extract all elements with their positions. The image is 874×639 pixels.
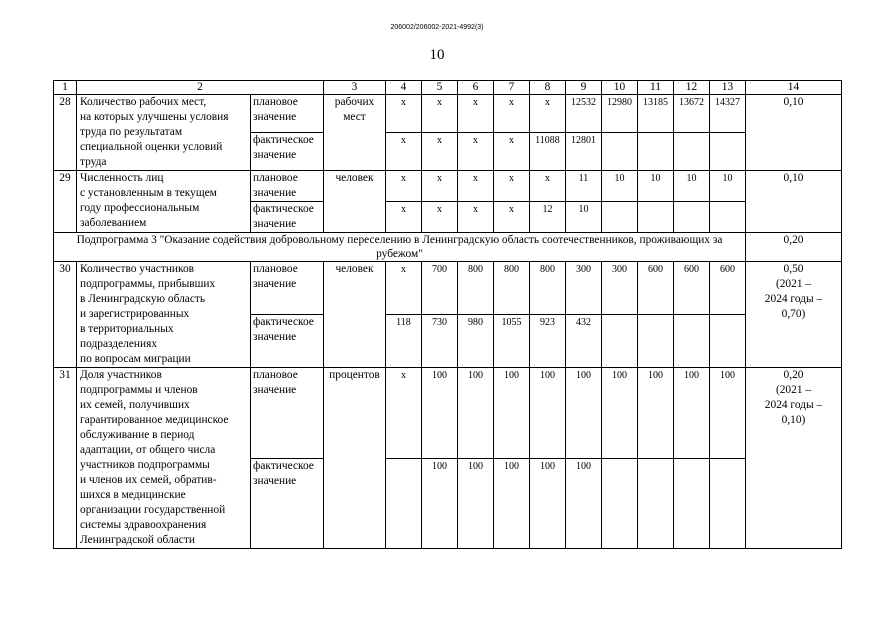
- weight-value: 0,50 (2021 – 2024 годы – 0,70): [746, 262, 842, 368]
- planned-value: x: [386, 262, 422, 315]
- actual-value: [710, 458, 746, 549]
- planned-value: 100: [422, 368, 458, 459]
- planned-value: 12532: [566, 95, 602, 133]
- col-header-6: 6: [458, 81, 494, 95]
- actual-value: 923: [530, 315, 566, 368]
- actual-value: 100: [494, 458, 530, 549]
- row-number: 28: [54, 95, 77, 171]
- planned-value: 11: [566, 171, 602, 202]
- actual-value: x: [494, 133, 530, 171]
- planned-value: x: [386, 171, 422, 202]
- planned-value: 600: [674, 262, 710, 315]
- row-number: 30: [54, 262, 77, 368]
- planned-label: плановое значение: [251, 171, 324, 202]
- planned-value: 13672: [674, 95, 710, 133]
- actual-label: фактическое значение: [251, 458, 324, 549]
- indicator-name: Численность лиц с установленным в текущем году профессиональным заболеванием: [77, 171, 251, 233]
- subprogram-title: Подпрограмма 3 "Оказание содействия добровольному переселению в Ленинградскую область соотечественников, проживающих за рубежом": [54, 233, 746, 262]
- actual-value: [386, 458, 422, 549]
- actual-value: 12801: [566, 133, 602, 171]
- unit-of-measure: рабочих мест: [324, 95, 386, 171]
- planned-value: 300: [602, 262, 638, 315]
- indicator-row-planned: [54, 171, 842, 202]
- col-header-2: 2: [77, 81, 324, 95]
- actual-value: 100: [422, 458, 458, 549]
- indicator-name: Доля участников подпрограммы и членов их семей, получивших гарантированное медицинское обслуживание в период адаптации, от общего числа участников подпрограммы и членов их семей, обратив- шихся в медицинские организации государственной системы здравоохранения Ленинградской области: [77, 368, 251, 549]
- planned-value: x: [494, 171, 530, 202]
- planned-value: x: [422, 171, 458, 202]
- subprogram-row: [54, 233, 842, 262]
- planned-value: 800: [458, 262, 494, 315]
- unit-of-measure: человек: [324, 262, 386, 368]
- actual-value: [638, 458, 674, 549]
- planned-value: 800: [494, 262, 530, 315]
- actual-value: [602, 315, 638, 368]
- actual-value: 730: [422, 315, 458, 368]
- actual-value: [674, 458, 710, 549]
- actual-value: 100: [458, 458, 494, 549]
- planned-value: 13185: [638, 95, 674, 133]
- actual-value: 1055: [494, 315, 530, 368]
- planned-value: 100: [674, 368, 710, 459]
- actual-value: [602, 133, 638, 171]
- indicator-row-planned: [54, 95, 842, 133]
- col-header-5: 5: [422, 81, 458, 95]
- indicator-row-planned: [54, 262, 842, 315]
- planned-value: 12980: [602, 95, 638, 133]
- row-number: 31: [54, 368, 77, 549]
- page-number: 10: [429, 47, 445, 63]
- document-id: 206002/206002-2021-4992(3): [390, 24, 484, 31]
- weight-value: 0,20: [746, 233, 842, 262]
- planned-value: x: [494, 95, 530, 133]
- actual-value: [674, 315, 710, 368]
- actual-value: [638, 202, 674, 233]
- planned-value: 10: [710, 171, 746, 202]
- planned-value: 100: [458, 368, 494, 459]
- actual-value: [674, 202, 710, 233]
- planned-value: 100: [710, 368, 746, 459]
- planned-value: 100: [530, 368, 566, 459]
- col-header-11: 11: [638, 81, 674, 95]
- actual-value: x: [386, 202, 422, 233]
- actual-value: [638, 133, 674, 171]
- indicators-table: [53, 80, 842, 549]
- actual-value: [602, 202, 638, 233]
- planned-value: x: [530, 171, 566, 202]
- planned-value: x: [458, 95, 494, 133]
- planned-value: 700: [422, 262, 458, 315]
- row-number: 29: [54, 171, 77, 233]
- column-header-row: [54, 81, 842, 95]
- indicator-name: Количество рабочих мест, на которых улучшены условия труда по результатам специальной оценки условий труда: [77, 95, 251, 171]
- actual-value: [674, 133, 710, 171]
- actual-value: 100: [530, 458, 566, 549]
- col-header-1: 1: [54, 81, 77, 95]
- planned-value: 10: [638, 171, 674, 202]
- planned-value: 100: [638, 368, 674, 459]
- actual-value: x: [458, 202, 494, 233]
- planned-value: x: [458, 171, 494, 202]
- actual-value: 100: [566, 458, 602, 549]
- planned-label: плановое значение: [251, 368, 324, 459]
- planned-label: плановое значение: [251, 95, 324, 133]
- col-header-7: 7: [494, 81, 530, 95]
- col-header-14: 14: [746, 81, 842, 95]
- unit-of-measure: процентов: [324, 368, 386, 549]
- actual-value: 12: [530, 202, 566, 233]
- actual-value: [710, 315, 746, 368]
- planned-value: x: [530, 95, 566, 133]
- indicator-row-planned: [54, 368, 842, 459]
- planned-value: x: [422, 95, 458, 133]
- actual-value: [638, 315, 674, 368]
- planned-value: 600: [638, 262, 674, 315]
- col-header-4: 4: [386, 81, 422, 95]
- actual-value: [710, 202, 746, 233]
- col-header-13: 13: [710, 81, 746, 95]
- col-header-3: 3: [324, 81, 386, 95]
- actual-value: 118: [386, 315, 422, 368]
- planned-value: 100: [566, 368, 602, 459]
- col-header-12: 12: [674, 81, 710, 95]
- actual-value: x: [386, 133, 422, 171]
- actual-value: 11088: [530, 133, 566, 171]
- planned-label: плановое значение: [251, 262, 324, 315]
- actual-value: x: [422, 133, 458, 171]
- planned-value: 600: [710, 262, 746, 315]
- planned-value: 100: [494, 368, 530, 459]
- weight-value: 0,10: [746, 171, 842, 233]
- actual-value: 980: [458, 315, 494, 368]
- actual-value: x: [458, 133, 494, 171]
- planned-value: 14327: [710, 95, 746, 133]
- planned-value: 300: [566, 262, 602, 315]
- actual-value: 10: [566, 202, 602, 233]
- actual-value: [602, 458, 638, 549]
- actual-value: x: [494, 202, 530, 233]
- planned-value: 10: [674, 171, 710, 202]
- planned-value: 800: [530, 262, 566, 315]
- actual-label: фактическое значение: [251, 133, 324, 171]
- col-header-8: 8: [530, 81, 566, 95]
- unit-of-measure: человек: [324, 171, 386, 233]
- col-header-10: 10: [602, 81, 638, 95]
- planned-value: 10: [602, 171, 638, 202]
- actual-label: фактическое значение: [251, 202, 324, 233]
- col-header-9: 9: [566, 81, 602, 95]
- actual-value: 432: [566, 315, 602, 368]
- planned-value: x: [386, 368, 422, 459]
- indicator-name: Количество участников подпрограммы, прибывших в Ленинградскую область и зарегистрированных в территориальных подразделениях по вопросам миграции: [77, 262, 251, 368]
- actual-label: фактическое значение: [251, 315, 324, 368]
- actual-value: x: [422, 202, 458, 233]
- planned-value: x: [386, 95, 422, 133]
- actual-value: [710, 133, 746, 171]
- weight-value: 0,20 (2021 – 2024 годы – 0,10): [746, 368, 842, 549]
- weight-value: 0,10: [746, 95, 842, 171]
- planned-value: 100: [602, 368, 638, 459]
